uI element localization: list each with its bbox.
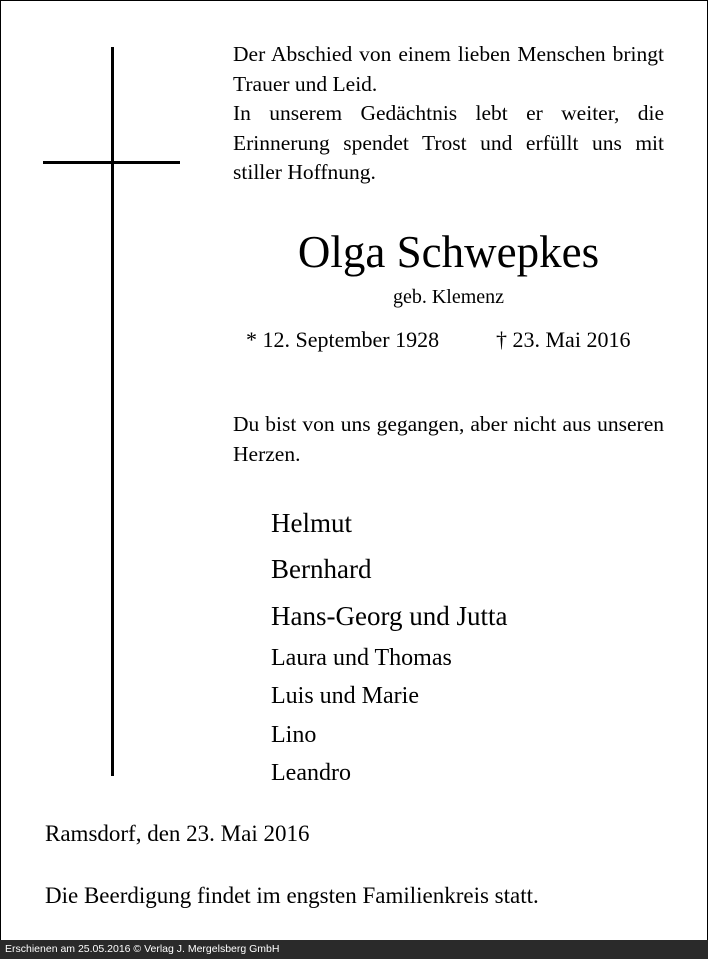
mourner-name: Laura und Thomas xyxy=(271,645,452,671)
publication-footer: Erschienen am 25.05.2016 © Verlag J. Mergelsberg GmbH xyxy=(0,940,708,959)
poem-paragraph-2: In unserem Gedächtnis lebt er weiter, die Erinnerung spendet Trost und erfüllt uns mit stiller Hoffnung. xyxy=(233,101,664,184)
burial-note: Die Beerdigung findet im engsten Familienkreis statt. xyxy=(45,883,539,908)
poem xyxy=(233,40,664,188)
mourner-name: Hans-Georg und Jutta xyxy=(271,601,508,631)
mourner-name: Luis und Marie xyxy=(271,683,419,709)
mourner-name: Helmut xyxy=(271,508,352,538)
birth-date: * 12. September 1928 xyxy=(246,327,440,352)
farewell-verse: Du bist von uns gegangen, aber nicht aus unseren Herzen. xyxy=(233,412,664,466)
mourner-name: Bernhard xyxy=(271,554,372,584)
mourner-name: Lino xyxy=(271,722,317,748)
cross-icon-vertical-bar xyxy=(111,47,114,776)
poem-paragraph-1: Der Abschied von einem lieben Menschen bringt Trauer und Leid. xyxy=(233,42,664,96)
mourner-name: Leandro xyxy=(271,760,351,786)
life-dates xyxy=(246,325,666,355)
deceased-name: Olga Schwepkes xyxy=(297,227,600,277)
cross-icon-horizontal-bar xyxy=(43,161,180,164)
death-date: † 23. Mai 2016 xyxy=(496,327,631,352)
place-and-date: Ramsdorf, den 23. Mai 2016 xyxy=(45,821,310,846)
maiden-name: geb. Klemenz xyxy=(392,286,505,308)
